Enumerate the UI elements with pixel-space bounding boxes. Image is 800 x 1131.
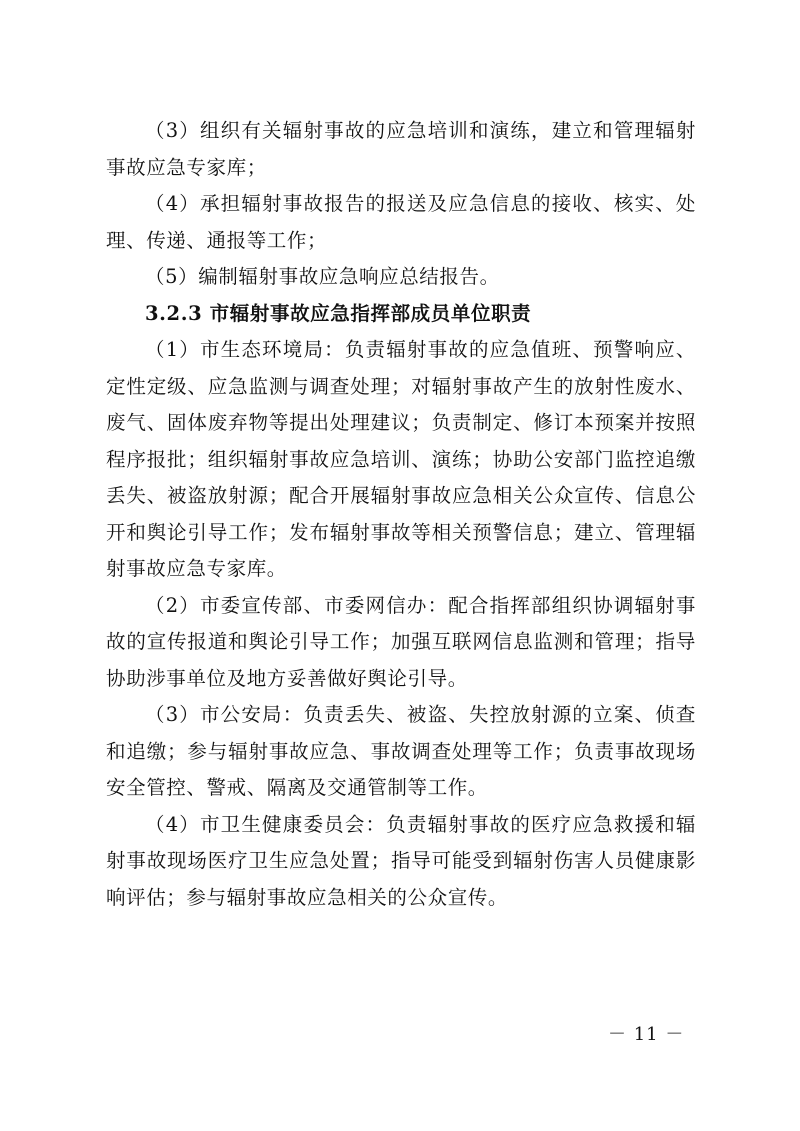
paragraph-duty-4: （4）承担辐射事故报告的报送及应急信息的接收、核实、处理、传递、通报等工作； bbox=[106, 192, 696, 252]
paragraph-propaganda-department: （2）市委宣传部、市委网信办：配合指挥部组织协调辐射事故的宣传报道和舆论引导工作；加强互联网信息监测和管理；指导协助涉事单位及地方妥善做好舆论引导。 bbox=[106, 593, 696, 690]
section-heading-3-2-3: 3.2.3 市辐射事故应急指挥部成员单位职责 bbox=[145, 301, 532, 325]
paragraph-public-security-bureau: （3）市公安局：负责丢失、被盗、失控放射源的立案、侦查和追缴；参与辐射事故应急、事故调查处理等工作；负责事故现场安全管控、警戒、隔离及交通管制等工作。 bbox=[106, 703, 696, 799]
document-body bbox=[106, 113, 696, 916]
paragraph-health-commission: （4）市卫生健康委员会：负责辐射事故的医疗应急救援和辐射事故现场医疗卫生应急处置；指导可能受到辐射伤害人员健康影响评估；参与辐射事故应急相关的公众宣传。 bbox=[106, 812, 696, 909]
paragraph-duty-3: （3）组织有关辐射事故的应急培训和演练，建立和管理辐射事故应急专家库； bbox=[106, 119, 696, 179]
paragraph-duty-5: （5）编制辐射事故应急响应总结报告。 bbox=[145, 265, 500, 288]
page-number: － 11 － bbox=[608, 1024, 685, 1045]
paragraph-ecology-environment-bureau: （1）市生态环境局：负责辐射事故的应急值班、预警响应、定性定级、应急监测与调查处理；对辐射事故产生的放射性废水、废气、固体废弃物等提出处理建议；负责制定、修订本预案并按照程序报批；组织辐射事故应急培训、演练；协助公安部门监控追缴丢失、被盗放射源；配合开展辐射事故应急相关公众宣传、信息公开和舆论引导工作；发布辐射事故等相关预警信息；建立、管理辐射事故应急专家库。 bbox=[106, 338, 696, 580]
